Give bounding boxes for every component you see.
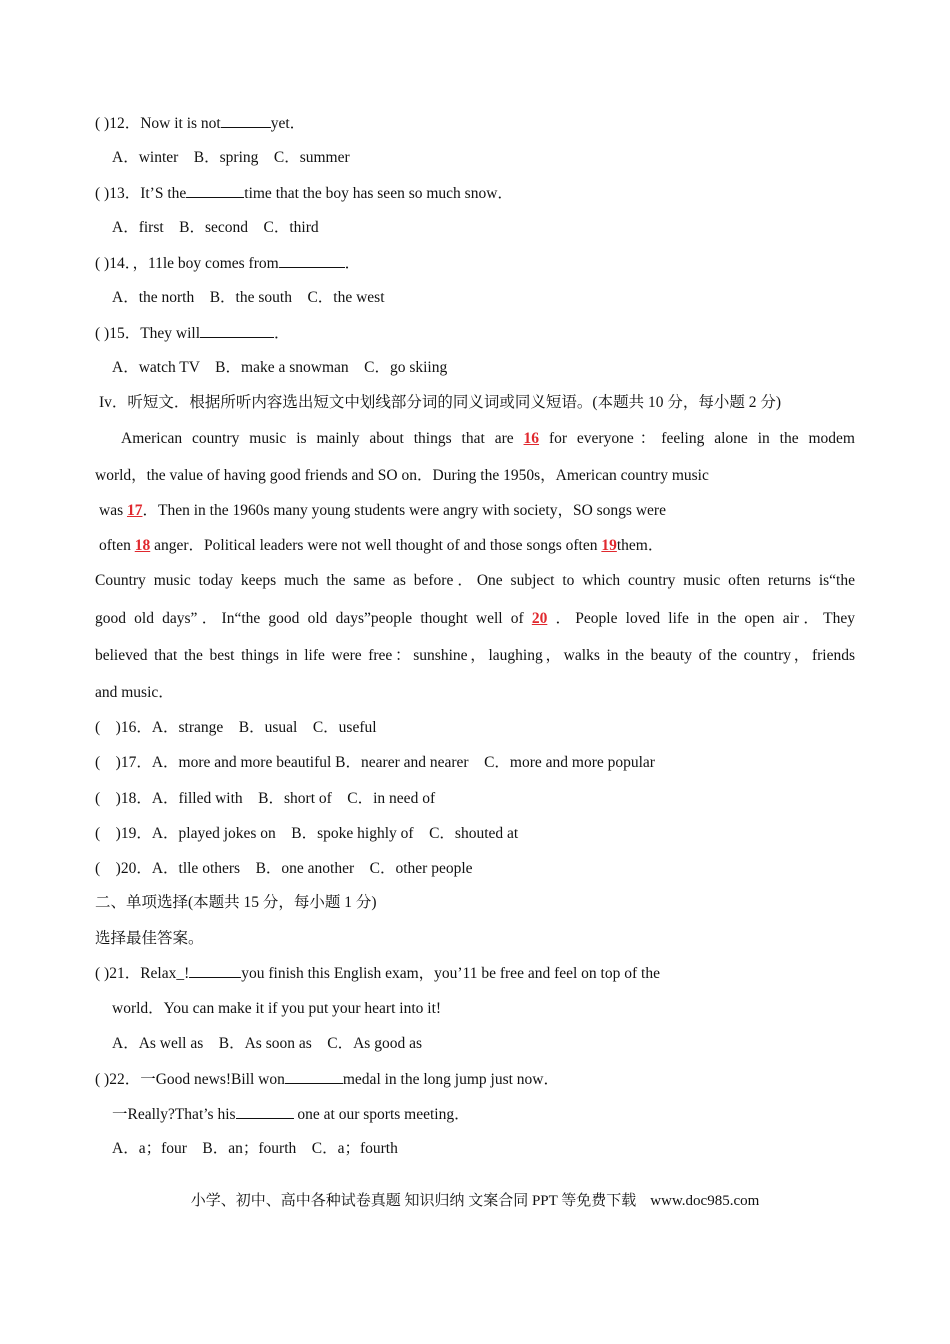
question-22-options: A．a；four B．an；fourth C．a；fourth: [112, 1140, 398, 1157]
question-21-stem: ( )21．Relax_! you finish this English exam，you’11 be free and feel on top of the: [95, 965, 660, 982]
question-14-stem: ( )14．，11le boy comes from ．: [95, 255, 361, 272]
question-17: ( )17．A．more and more beautiful B．nearer and nearer C．more and more popular: [95, 754, 655, 771]
question-16: ( )16．A．strange B．usual C．useful: [95, 719, 377, 736]
question-21-stem-cont: world．You can make it if you put your heart into it!: [112, 1000, 442, 1017]
question-21-options: A．As well as B．As soon as C．As good as: [112, 1035, 423, 1052]
answer-blank: [279, 253, 345, 268]
question-22-reply: 一Really?That’s his one at our sports meeting．: [112, 1106, 470, 1123]
blank-number-17: 17: [126, 502, 143, 519]
passage-line-4: often 18 anger．Political leaders were not well thought of and those songs often 19them．: [99, 537, 664, 554]
question-18: ( )18．A．filled with B．short of C．in need of: [95, 790, 436, 807]
blank-number-19: 19: [601, 537, 617, 554]
question-19: ( )19．A．played jokes on B．spoke highly of C．shouted at: [95, 825, 519, 842]
question-22-stem: ( )22．一Good news!Bill won medal in the long jump just now．: [95, 1071, 559, 1088]
question-13-stem: ( )13．It’S the time that the boy has seen so much snow．: [95, 185, 513, 202]
answer-blank: [186, 183, 244, 198]
answer-blank: [200, 323, 274, 338]
passage-line-6: good old days”．In“the good old days”people thought well of 20 ．People loved life in the open air．They: [95, 610, 856, 627]
section-4-heading: Iv．听短文．根据所听内容选出短文中划线部分词的同义词或同义短语。(本题共 10 分，每小题 2 分): [99, 394, 781, 411]
question-12-options: A．winter B．spring C．summer: [112, 149, 350, 166]
answer-blank: [236, 1104, 294, 1119]
passage-line-2: world，the value of having good friends and SO on．During the 1950s，American country music: [95, 467, 709, 484]
blank-number-16: 16: [523, 430, 540, 447]
question-14-options: A．the north B．the south C．the west: [112, 289, 385, 306]
passage-line-7: believed that the best things in life were free：sunshine，laughing，walks in the beauty of the country，friends: [95, 647, 855, 664]
passage-line-1: American country music is mainly about things that are 16 for everyone：feeling alone in the modem: [121, 430, 855, 447]
answer-blank: [285, 1069, 343, 1084]
question-13-options: A．first B．second C．third: [112, 219, 319, 236]
section-2-instruction: 选择最佳答案。: [95, 930, 204, 947]
blank-number-18: 18: [134, 537, 151, 554]
section-2-heading: 二、单项选择(本题共 15 分，每小题 1 分): [95, 894, 377, 911]
question-15-options: A．watch TV B．make a snowman C．go skiing: [112, 359, 448, 376]
page-footer: 小学、初中、高中各种试卷真题 知识归纳 文案合同 PPT 等免费下载 www.doc985.com: [190, 1193, 760, 1209]
answer-blank: [221, 113, 271, 128]
passage-line-5: Country music today keeps much the same as before．One subject to which country music often returns is“the: [95, 572, 855, 589]
blank-number-20: 20: [531, 610, 548, 627]
question-12-stem: ( )12．Now it is not yet．: [95, 115, 306, 132]
answer-blank: [189, 963, 241, 978]
question-20: ( )20．A．tlle others B．one another C．other people: [95, 860, 473, 877]
passage-line-3: was 17．Then in the 1960s many young students were angry with society，SO songs were: [99, 502, 666, 519]
question-15-stem: ( )15．They will ．: [95, 325, 290, 342]
passage-line-8: and music．: [95, 684, 174, 701]
footer-url[interactable]: www.doc985.com: [650, 1193, 760, 1209]
